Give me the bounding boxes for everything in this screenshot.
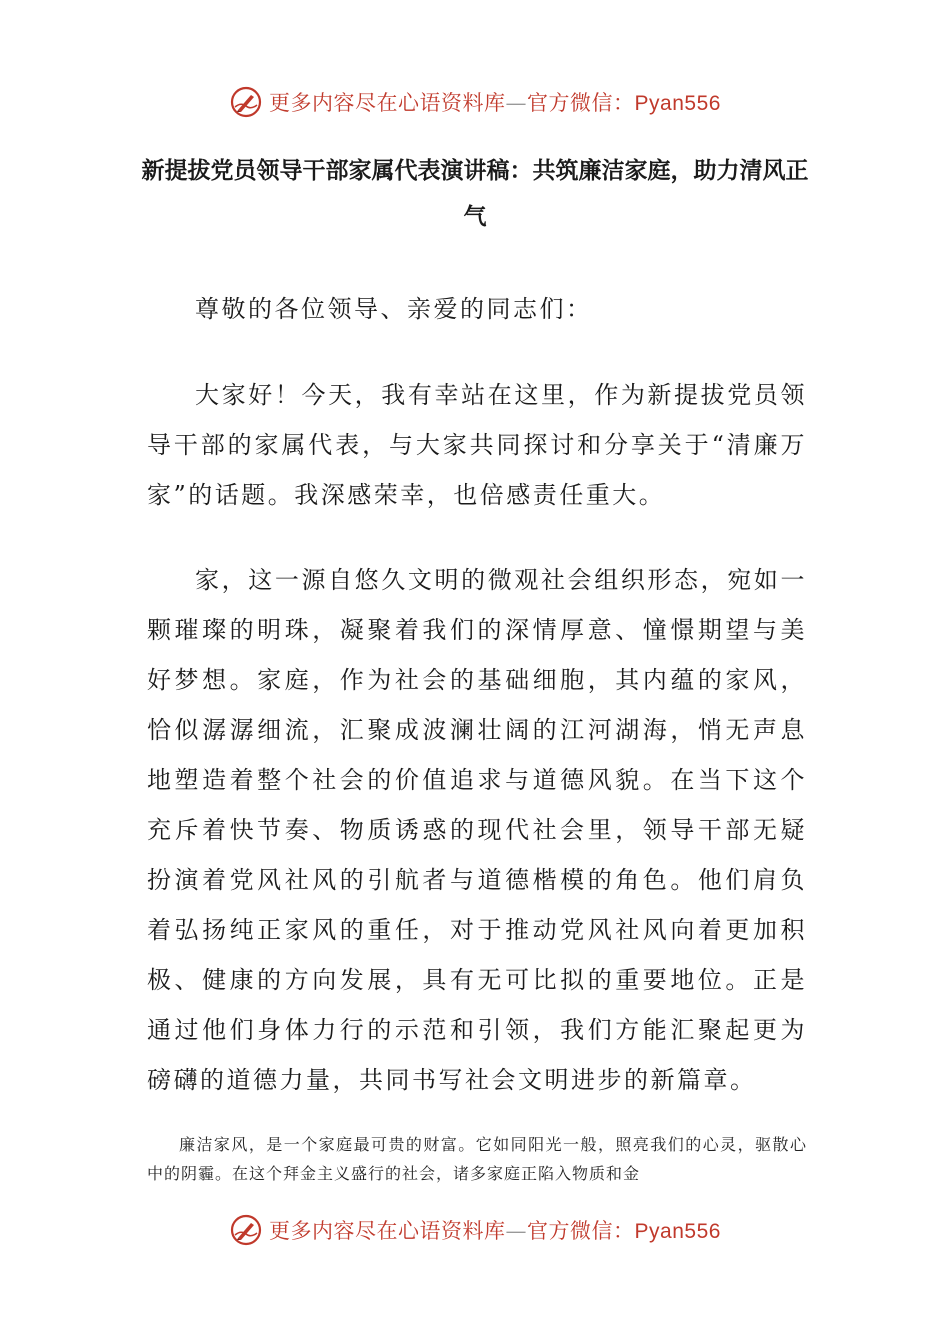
banner-main-text: 更多内容尽在心语资料库	[269, 91, 506, 115]
banner-dash: —	[505, 91, 528, 115]
footer-banner	[0, 1208, 950, 1252]
header-banner-text	[269, 87, 721, 117]
banner-wechat-id: Pyan556	[634, 92, 721, 115]
banner-suffix-text: 官方微信：	[527, 1219, 635, 1243]
banner-suffix-text: 官方微信：	[527, 91, 635, 115]
banner-main-text: 更多内容尽在心语资料库	[269, 1219, 506, 1243]
body-paragraph-1: 大家好！今天，我有幸站在这里，作为新提拔党员领导干部的家属代表，与大家共同探讨和分享关于“清廉万家”的话题。我深感荣幸，也倍感责任重大。	[147, 381, 807, 509]
small-paragraph: 廉洁家风，是一个家庭最可贵的财富。它如同阳光一般，照亮我们的心灵，驱散心中的阴霾。在这个拜金主义盛行的社会，诸多家庭正陷入物质和金	[147, 1135, 807, 1183]
body-paragraph-2: 家，这一源自悠久文明的微观社会组织形态，宛如一颗璀璨的明珠，凝聚着我们的深情厚意、憧憬期望与美好梦想。家庭，作为社会的基础细胞，其内蕴的家风，恰似潺潺细流，汇聚成波澜壮阔的江河湖海，悄无声息地塑造着整个社会的价值追求与道德风貌。在当下这个充斥着快节奏、物质诱惑的现代社会里，领导干部无疑扮演着党风社风的引航者与道德楷模的角色。他们肩负着弘扬纯正家风的重任，对于推动党风社风向着更加积极、健康的方向发展，具有无可比拟的重要地位。正是通过他们身体力行的示范和引领，我们方能汇聚起更为磅礴的道德力量，共同书写社会文明进步的新篇章。	[147, 566, 807, 1094]
salutation-paragraph: 尊敬的各位领导、亲爱的同志们：	[195, 295, 593, 323]
banner-dash: —	[505, 1219, 528, 1243]
pen-logo-icon	[229, 85, 263, 119]
footer-banner-text	[269, 1215, 721, 1245]
pen-logo-icon	[229, 1213, 263, 1247]
header-banner	[0, 80, 950, 124]
document-title: 新提拔党员领导干部家属代表演讲稿：共筑廉洁家庭，助力清风正气	[141, 158, 809, 230]
banner-wechat-id: Pyan556	[634, 1220, 721, 1243]
